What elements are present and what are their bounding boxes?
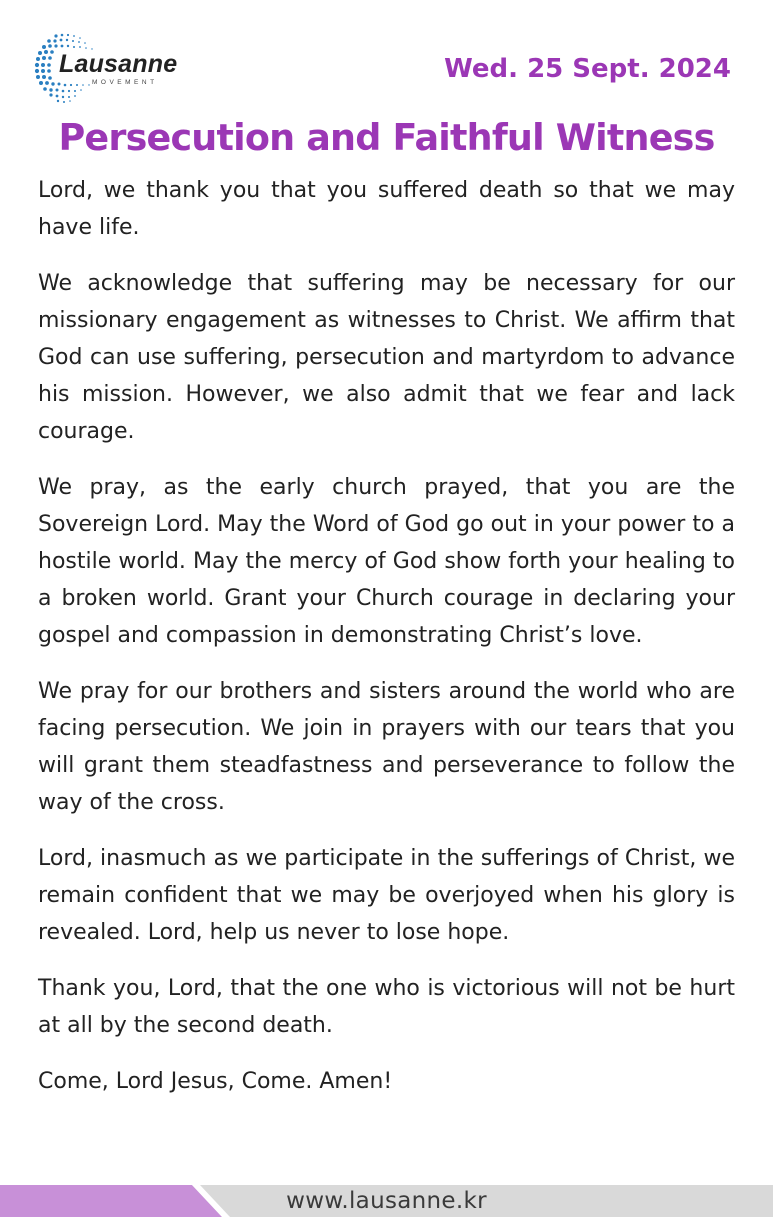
- prayer-paragraph: Lord, inasmuch as we participate in the sufferings of Christ, we remain confident that we may be overjoyed when his glory is revealed. Lord, help us never to lose hope.: [38, 846, 735, 945]
- page-title: Persecution and Faithful Witness: [58, 116, 715, 159]
- prayer-paragraph: Lord, we thank you that you suffered death so that we may have life.: [38, 178, 735, 240]
- closing-line: Come, Lord Jesus, Come. Amen!: [38, 1069, 393, 1094]
- lausanne-logo: [34, 30, 204, 104]
- prayer-paragraph: We acknowledge that suffering may be necessary for our missionary engagement as witnesses to Christ. We affirm that God can use suffering, persecution and martyrdom to advance his mission. However, we also admit that we fear and lack courage.: [38, 271, 735, 444]
- prayer-paragraph: We pray for our brothers and sisters around the world who are facing persecution. We join in prayers with our tears that you will grant them steadfastness and perseverance to follow the way of the cross.: [38, 679, 735, 815]
- prayer-body: [38, 172, 735, 1119]
- prayer-paragraph: We pray, as the early church prayed, that you are the Sovereign Lord. May the Word of God go out in your power to a hostile world. May the mercy of God show forth your healing to a broken world. Grant your Church courage in declaring your gospel and compassion in demonstrating Christ’s love.: [38, 475, 735, 648]
- date-label: Wed. 25 Sept. 2024: [444, 54, 731, 84]
- logo-wordmark: Lausanne: [59, 50, 178, 78]
- footer-website-link[interactable]: www.lausanne.kr: [286, 1188, 487, 1214]
- logo-subtitle: MOVEMENT: [92, 79, 158, 86]
- prayer-paragraph: Thank you, Lord, that the one who is victorious will not be hurt at all by the second death.: [38, 976, 735, 1038]
